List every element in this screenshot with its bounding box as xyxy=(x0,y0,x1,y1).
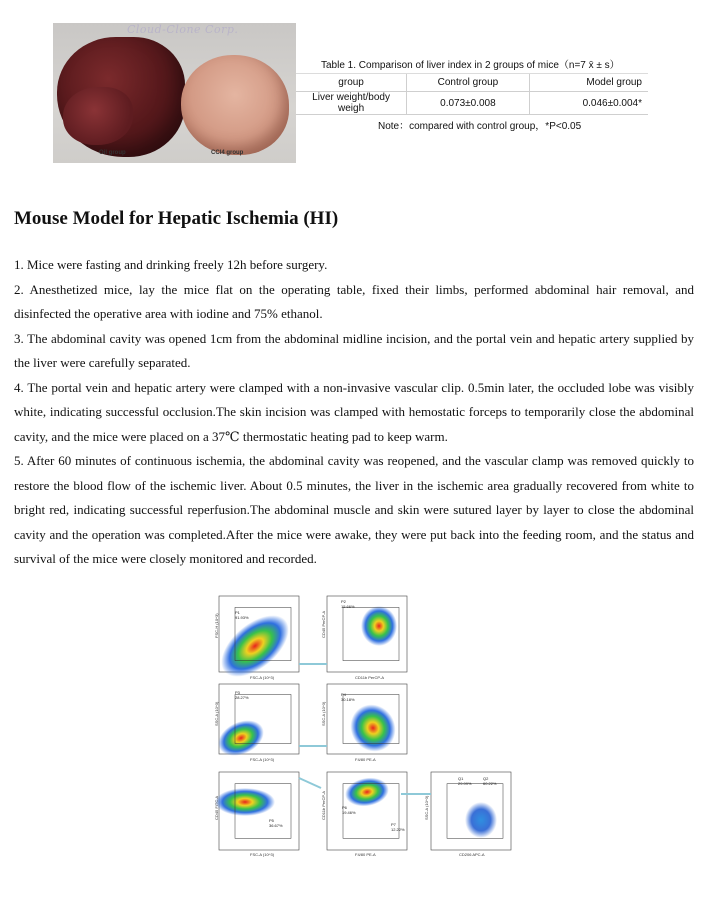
photo-watermark: Cloud-Clone Corp. xyxy=(127,23,239,36)
x-axis-label: FSC-A (10^3) xyxy=(250,675,275,680)
liver-photo xyxy=(53,23,296,163)
procedure-steps xyxy=(14,253,694,572)
gate-label: Q2 xyxy=(483,776,489,781)
gate-percent: 29.99% xyxy=(458,781,472,786)
table-cell: Liver weight/body weigh xyxy=(296,92,407,115)
table-caption: Table 1. Comparison of liver index in 2 groups of mice（n=7 x̄ ± s） xyxy=(321,60,620,71)
density-cloud xyxy=(361,606,397,646)
flow-plots-svg xyxy=(205,588,525,863)
gate-percent: 28.27% xyxy=(235,695,249,700)
table-header-row xyxy=(296,74,648,92)
x-axis-label: F4/80 PE-A xyxy=(355,757,376,762)
oil-group-liver-lobe xyxy=(63,87,133,145)
gate-label: P7 xyxy=(391,822,396,827)
step-3: 3. The abdominal cavity was opened 1cm from the abdominal midline incision, and the portal vein and hepatic artery supplied by the liver were carefully separated. xyxy=(14,330,694,370)
table-header-cell: Control group xyxy=(407,74,530,92)
y-axis-label: CD11b PerCP-A xyxy=(321,790,326,820)
y-axis-label: SSC-A (10^3) xyxy=(424,795,429,820)
step-1: 1. Mice were fasting and drinking freely 12h before surgery. xyxy=(14,257,328,272)
gate-label: P3 xyxy=(235,690,240,695)
flow-arrow xyxy=(299,778,321,788)
x-axis-label: CD206 APC-A xyxy=(459,852,485,857)
density-cloud xyxy=(465,802,497,838)
oil-group-label: Oil group xyxy=(99,150,126,156)
step-4: 4. The portal vein and hepatic artery were clamped with a non-invasive vascular clip. 0.5min later, the occluded lobe was visibly white, indicating successful occlusion.The skin incision was clamped with hemostatic forceps to temporarily close the abdominal cavity, and the mice were placed on a 37℃ thermostatic heating pad to keep warm. xyxy=(14,379,694,444)
gate-label: P6 xyxy=(342,805,347,810)
table-cell: 0.073±0.008 xyxy=(407,92,530,115)
gate-percent: 60.22% xyxy=(483,781,497,786)
gate-label: P1 xyxy=(235,610,240,615)
x-axis-label: CD11b PerCP-A xyxy=(355,675,385,680)
table-row xyxy=(296,92,648,115)
table-header-cell: Model group xyxy=(529,74,648,92)
gate-label: Q1 xyxy=(458,776,464,781)
table-cell: 0.046±0.004* xyxy=(529,92,648,115)
liver-index-table xyxy=(296,73,648,115)
gate-label: P2 xyxy=(341,599,346,604)
ccl4-group-liver xyxy=(181,55,289,155)
gate-percent: 91.93% xyxy=(235,615,249,620)
gate-label: P4 xyxy=(341,692,346,697)
ccl4-group-label: CCl4 group xyxy=(211,150,244,156)
x-axis-label: FSC-A (10^3) xyxy=(250,757,275,762)
gate-label: P5 xyxy=(269,818,274,823)
gate-percent: 19.46% xyxy=(342,810,356,815)
gate-percent: 36.67% xyxy=(269,823,283,828)
section-heading: Mouse Model for Hepatic Ischemia (HI) xyxy=(14,208,339,229)
table-note: Note：compared with control group，*P<0.05 xyxy=(378,121,582,132)
density-cloud xyxy=(215,788,275,816)
flow-cytometry-figure xyxy=(205,588,525,863)
gate-percent: 30.18% xyxy=(341,697,355,702)
y-axis-label: FSC-H (10^3) xyxy=(214,613,219,638)
y-axis-label: SSC-A (10^3) xyxy=(321,701,326,726)
step-2: 2. Anesthetized mice, lay the mice flat on the operating table, fixed their limbs, performed abdominal hair removal, and disinfected the operative area with iodine and 75% ethanol. xyxy=(14,281,694,321)
y-axis-label: CD45 FITC-A xyxy=(214,795,219,820)
gate-percent: 12.22% xyxy=(391,827,405,832)
y-axis-label: CD45 PerCP-A xyxy=(321,610,326,638)
table-header-cell: group xyxy=(296,74,407,92)
gate-percent: 15.66% xyxy=(341,604,355,609)
step-5: 5. After 60 minutes of continuous ischemia, the abdominal cavity was reopened, and the vascular clamp was removed quickly to restore the blood flow of the ischemic liver. About 0.5 minutes, the liver in the ischemic area gradually recovered from white to bright red, indicating successful reperfusion.The abdominal muscle and skin were sutured layer by layer to close the abdominal cavity and the operation was completed.After the mice were awake, they were put back into the feeding room, and the status and survival of the mice were closely monitored and recorded. xyxy=(14,453,694,566)
x-axis-label: FSC-A (10^3) xyxy=(250,852,275,857)
y-axis-label: SSC-A (10^3) xyxy=(214,701,219,726)
x-axis-label: F4/80 PE-A xyxy=(355,852,376,857)
